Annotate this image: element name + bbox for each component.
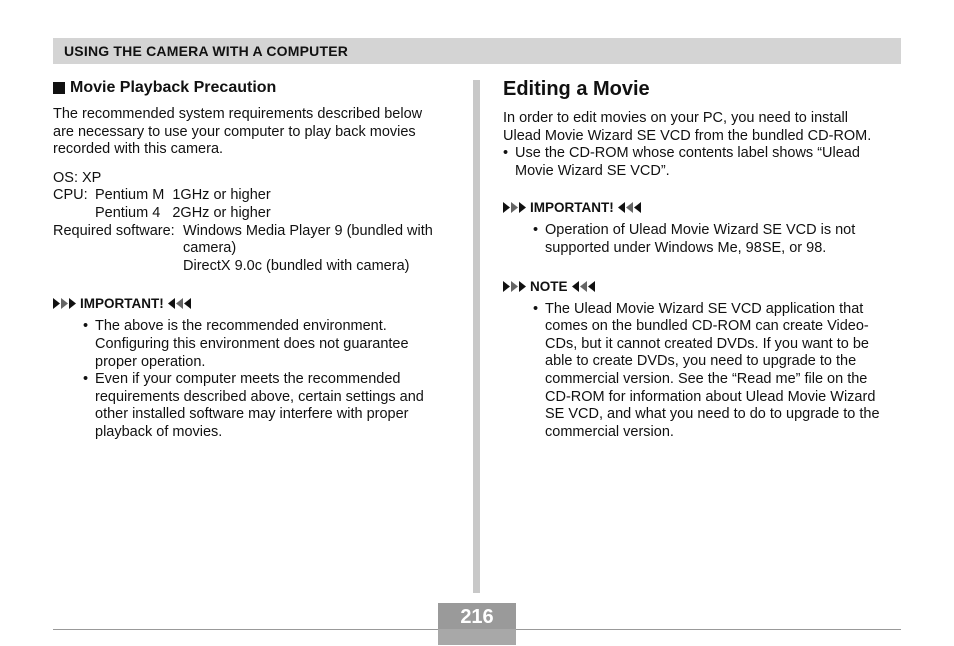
intro-line: The recommended system requirements described below xyxy=(53,106,423,122)
page-number-box xyxy=(438,603,516,645)
cpu-requirement: CPU: Pentium M 1GHz or higher xyxy=(53,187,271,204)
left-column xyxy=(53,78,463,442)
note-list xyxy=(533,301,901,442)
arrow-right-icon xyxy=(503,202,526,213)
software-requirement-line: camera) xyxy=(183,240,237,257)
arrow-left-icon xyxy=(618,202,641,213)
os-requirement: OS: XP xyxy=(53,169,102,186)
arrow-right-icon xyxy=(503,281,526,292)
software-requirement-line: DirectX 9.0c (bundled with camera) xyxy=(183,257,410,274)
list-item: • Even if your computer meets the recommended requirements described above, certain settings and other installed software may interfere with proper playback of movies. xyxy=(83,371,463,441)
arrow-left-icon xyxy=(572,281,595,292)
arrow-left-icon xyxy=(168,298,191,309)
list-item: • Operation of Ulead Movie Wizard SE VCD is not supported under Windows Me, 98SE, or 98. xyxy=(533,222,901,257)
note-heading: NOTE xyxy=(503,278,901,295)
intro-line: recorded with this camera. xyxy=(53,141,224,158)
list-item: • The above is the recommended environment. Configuring this environment does not guarantee proper operation. xyxy=(83,318,463,371)
movie-playback-heading: Movie Playback Precaution xyxy=(53,78,463,98)
right-column xyxy=(503,78,901,441)
list-item: • Use the CD-ROM whose contents label shows “Ulead Movie Wizard SE VCD”. xyxy=(503,145,901,180)
important-heading: IMPORTANT! xyxy=(503,199,901,216)
software-requirement: Required software: Windows Media Player 9 (bundled with xyxy=(53,222,433,239)
intro-line: In order to edit movies on your PC, you need to install xyxy=(503,110,848,126)
column-divider xyxy=(473,80,480,593)
important-list xyxy=(533,222,901,257)
section-header-title: USING THE CAMERA WITH A COMPUTER xyxy=(64,43,349,59)
arrow-right-icon xyxy=(53,298,76,309)
important-heading: IMPORTANT! xyxy=(53,295,463,312)
editing-movie-title: Editing a Movie xyxy=(503,78,650,100)
intro-list xyxy=(503,145,901,180)
list-item: • The Ulead Movie Wizard SE VCD application that comes on the bundled CD-ROM can create Video- CDs, but it cannot created DVDs. If you want to be able to create DVDs, you need to upgrade to the commercial version. See the “Read me” file on the CD-ROM for information about Ulead Movie Wizard SE VCD, and what you need to do to upgrade to the commercial version. xyxy=(533,301,901,442)
intro-line: are necessary to use your computer to play back movies xyxy=(53,123,416,140)
square-bullet-icon xyxy=(53,82,65,94)
important-list xyxy=(83,318,463,441)
page-number: 216 xyxy=(460,606,494,628)
intro-line: Ulead Movie Wizard SE VCD from the bundled CD-ROM. xyxy=(503,127,872,144)
cpu-requirement-line: Pentium 4 2GHz or higher xyxy=(95,204,271,221)
section-header-bar xyxy=(53,38,901,64)
